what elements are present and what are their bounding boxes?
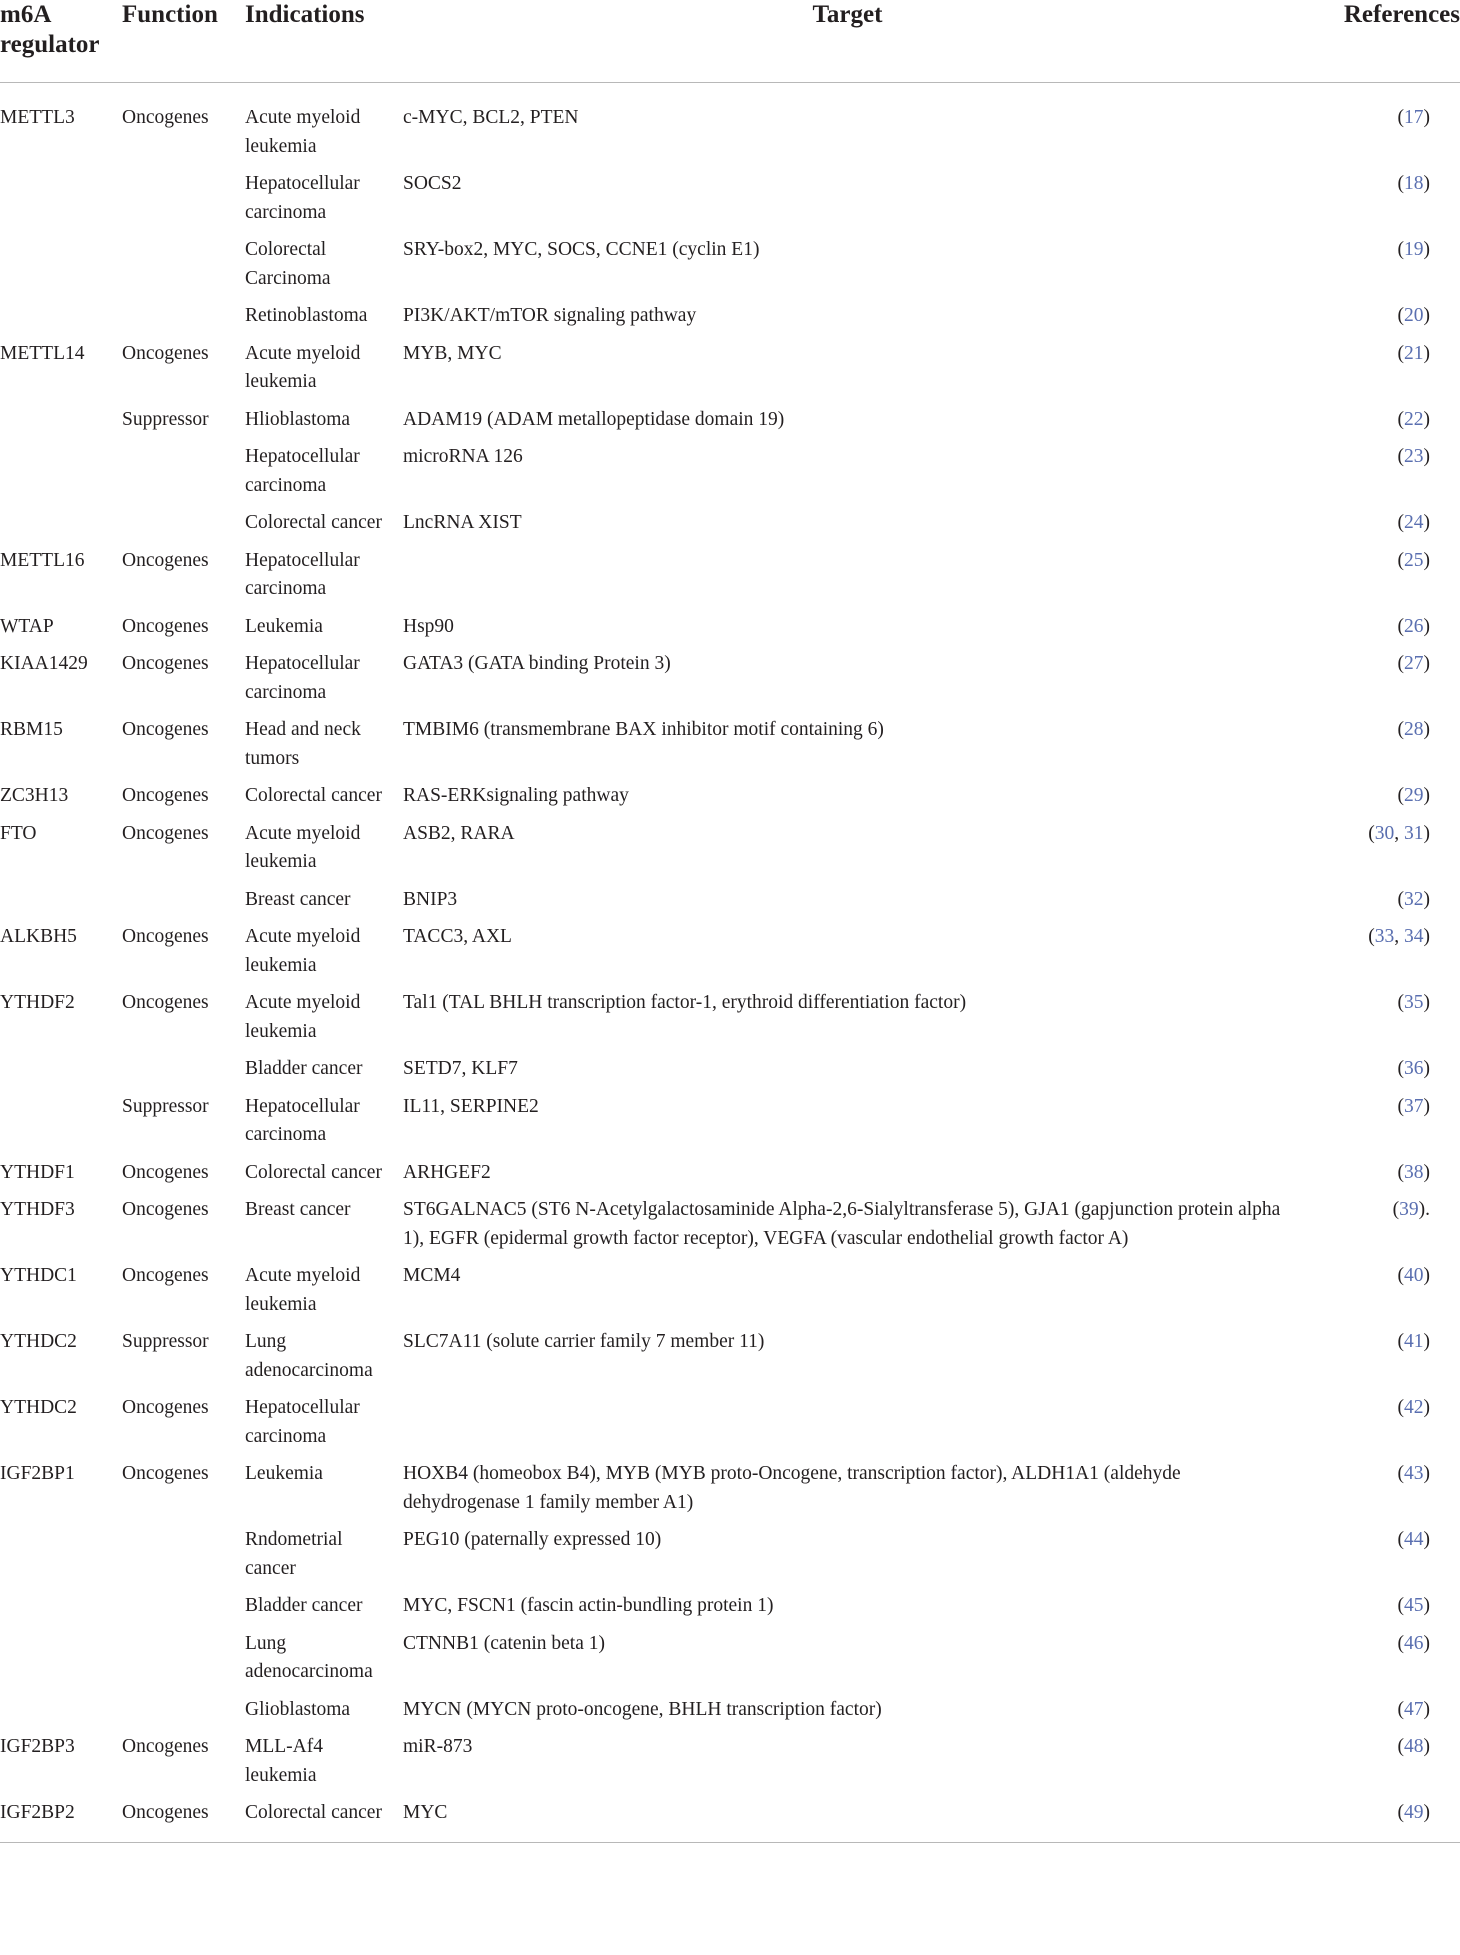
regulator-cell bbox=[0, 886, 122, 924]
reference-link[interactable]: 42 bbox=[1404, 1397, 1424, 1418]
reference-link[interactable]: 44 bbox=[1404, 1529, 1424, 1550]
regulator-cell: IGF2BP2 bbox=[0, 1799, 122, 1842]
table-row bbox=[0, 236, 1460, 302]
table-row bbox=[0, 1394, 1460, 1460]
table-row bbox=[0, 613, 1460, 651]
function-cell: Oncogenes bbox=[122, 785, 209, 806]
table-row bbox=[0, 1055, 1460, 1093]
function-cell: Oncogenes bbox=[122, 822, 209, 844]
indication-cell: Hlioblastoma bbox=[245, 408, 351, 430]
target-cell: ASB2, RARA bbox=[403, 822, 515, 844]
table-row bbox=[0, 1460, 1460, 1526]
table-row bbox=[0, 1526, 1460, 1592]
indication-cell: Hepatocellular carcinoma bbox=[245, 173, 360, 223]
target-cell: MYB, MYC bbox=[403, 342, 502, 364]
header-function: Function bbox=[122, 0, 245, 83]
target-cell: c-MYC, BCL2, PTEN bbox=[403, 107, 579, 128]
table-row bbox=[0, 1262, 1460, 1328]
regulator-cell: METTL16 bbox=[0, 549, 85, 571]
target-cell: PI3K/AKT/mTOR signaling pathway bbox=[403, 305, 697, 326]
indication-cell: Acute myeloid leukemia bbox=[245, 342, 361, 392]
indication-cell: Lung adenocarcinoma bbox=[245, 1331, 373, 1381]
table-row bbox=[0, 547, 1460, 613]
regulator-cell bbox=[0, 170, 122, 236]
target-cell: SOCS2 bbox=[403, 173, 462, 194]
references-cell: (29) bbox=[1397, 785, 1430, 806]
function-cell: Oncogenes bbox=[122, 615, 209, 637]
target-cell: PEG10 (paternally expressed 10) bbox=[403, 1529, 662, 1550]
table-row bbox=[0, 1592, 1460, 1630]
function-cell: Oncogenes bbox=[122, 107, 209, 128]
indication-cell: Leukemia bbox=[245, 1463, 323, 1484]
function-cell bbox=[122, 236, 245, 302]
indication-cell: Colorectal cancer bbox=[245, 512, 382, 533]
reference-link[interactable]: 34 bbox=[1404, 926, 1424, 947]
table-row bbox=[0, 443, 1460, 509]
function-cell bbox=[122, 886, 245, 924]
reference-link[interactable]: 47 bbox=[1404, 1698, 1424, 1720]
references-cell: (28) bbox=[1397, 719, 1430, 740]
reference-link[interactable]: 23 bbox=[1404, 446, 1424, 467]
regulator-cell: WTAP bbox=[0, 615, 54, 637]
indication-cell: Colorectal Carcinoma bbox=[245, 239, 331, 289]
function-cell bbox=[122, 302, 245, 340]
regulator-cell: ALKBH5 bbox=[0, 926, 77, 947]
indication-cell: Hepatocellular carcinoma bbox=[245, 653, 360, 703]
references-cell: (36) bbox=[1397, 1058, 1430, 1079]
table-row bbox=[0, 989, 1460, 1055]
regulator-cell: YTHDF2 bbox=[0, 992, 75, 1013]
function-cell bbox=[122, 1592, 245, 1630]
references-cell: (47) bbox=[1397, 1698, 1430, 1720]
indication-cell: Colorectal cancer bbox=[245, 785, 382, 806]
regulator-cell: ZC3H13 bbox=[0, 785, 69, 806]
reference-link[interactable]: 21 bbox=[1404, 342, 1424, 364]
table-row bbox=[0, 1093, 1460, 1159]
reference-link[interactable]: 36 bbox=[1404, 1058, 1424, 1079]
target-cell: RAS-ERKsignaling pathway bbox=[403, 785, 629, 806]
references-cell: (39). bbox=[1392, 1199, 1430, 1220]
indication-cell: Acute myeloid leukemia bbox=[245, 992, 361, 1042]
reference-link[interactable]: 39 bbox=[1399, 1199, 1419, 1220]
reference-link[interactable]: 32 bbox=[1404, 888, 1424, 910]
header-references: References bbox=[1292, 0, 1460, 83]
target-cell: Hsp90 bbox=[403, 615, 454, 637]
function-cell bbox=[122, 509, 245, 547]
table-row bbox=[0, 406, 1460, 444]
table-row bbox=[0, 1630, 1460, 1696]
references-cell: (48) bbox=[1397, 1736, 1430, 1757]
function-cell bbox=[122, 1630, 245, 1696]
table-row bbox=[0, 340, 1460, 406]
references-cell: (33, 34) bbox=[1368, 926, 1430, 947]
indication-cell: Breast cancer bbox=[245, 888, 351, 910]
references-cell: (46) bbox=[1397, 1632, 1430, 1654]
references-cell: (27) bbox=[1397, 653, 1430, 674]
reference-link[interactable]: 49 bbox=[1404, 1802, 1424, 1823]
reference-link[interactable]: 30 bbox=[1374, 822, 1395, 844]
table-row bbox=[0, 1196, 1460, 1262]
indication-cell: Acute myeloid leukemia bbox=[245, 822, 361, 872]
indication-cell: Hepatocellular carcinoma bbox=[245, 549, 360, 599]
regulator-cell: YTHDC2 bbox=[0, 1331, 77, 1352]
target-cell: CTNNB1 (catenin beta 1) bbox=[403, 1632, 605, 1654]
target-cell: ST6GALNAC5 (ST6 N-Acetylgalactosaminide Alpha-2,6-Sialyltransferase 5), GJA1 (gapjunction protein alpha 1), EGFR (epidermal growth factor receptor), VEGFA (vascular endothelial growth factor A) bbox=[403, 1199, 1281, 1249]
function-cell: Oncogenes bbox=[122, 342, 209, 364]
header-target: Target bbox=[403, 0, 1292, 83]
references-cell: (25) bbox=[1397, 549, 1430, 571]
references-cell: (23) bbox=[1397, 446, 1430, 467]
reference-link[interactable]: 45 bbox=[1404, 1595, 1424, 1616]
header-indications: Indications bbox=[245, 0, 403, 83]
function-cell: Oncogenes bbox=[122, 926, 209, 947]
references-cell: (20) bbox=[1397, 305, 1430, 326]
function-cell: Oncogenes bbox=[122, 1199, 209, 1220]
function-cell: Suppressor bbox=[122, 408, 209, 430]
function-cell: Oncogenes bbox=[122, 1463, 209, 1484]
function-cell: Oncogenes bbox=[122, 1736, 209, 1757]
table-row bbox=[0, 170, 1460, 236]
references-cell: (26) bbox=[1397, 615, 1430, 637]
references-cell: (43) bbox=[1397, 1463, 1430, 1484]
function-cell: Oncogenes bbox=[122, 719, 209, 740]
regulator-cell bbox=[0, 509, 122, 547]
header-regulator: m6A regulator bbox=[0, 0, 122, 83]
target-cell: ADAM19 (ADAM metallopeptidase domain 19) bbox=[403, 408, 785, 430]
target-cell: SLC7A11 (solute carrier family 7 member 11) bbox=[403, 1331, 765, 1352]
regulator-cell bbox=[0, 302, 122, 340]
regulator-cell bbox=[0, 1055, 122, 1093]
references-cell: (49) bbox=[1292, 1799, 1460, 1842]
indication-cell: Glioblastoma bbox=[245, 1698, 351, 1720]
function-cell bbox=[122, 1055, 245, 1093]
regulator-cell bbox=[0, 1526, 122, 1592]
target-cell: microRNA 126 bbox=[403, 446, 523, 467]
target-cell: ARHGEF2 bbox=[403, 1161, 491, 1183]
table-body bbox=[0, 83, 1460, 1843]
references-cell: (38) bbox=[1397, 1161, 1430, 1183]
reference-suffix: . bbox=[1425, 1199, 1430, 1220]
target-cell: HOXB4 (homeobox B4), MYB (MYB proto-Oncogene, transcription factor), ALDH1A1 (aldehyde dehydrogenase 1 family member A1) bbox=[403, 1463, 1181, 1513]
target-cell: GATA3 (GATA binding Protein 3) bbox=[403, 653, 671, 674]
target-cell: SRY-box2, MYC, SOCS, CCNE1 (cyclin E1) bbox=[403, 239, 760, 260]
table-row bbox=[0, 820, 1460, 886]
table-row bbox=[0, 716, 1460, 782]
function-cell: Suppressor bbox=[122, 1331, 209, 1352]
regulator-cell bbox=[0, 236, 122, 302]
table-row bbox=[0, 1696, 1460, 1734]
regulator-cell: KIAA1429 bbox=[0, 653, 88, 674]
reference-link[interactable]: 33 bbox=[1374, 926, 1395, 947]
reference-link[interactable]: 24 bbox=[1404, 512, 1424, 533]
table-row bbox=[0, 509, 1460, 547]
target-cell: TACC3, AXL bbox=[403, 926, 512, 947]
function-cell: Oncogenes bbox=[122, 1265, 209, 1286]
function-cell: Oncogenes bbox=[122, 1161, 209, 1183]
references-cell: (37) bbox=[1397, 1095, 1430, 1117]
regulator-cell: FTO bbox=[0, 822, 37, 844]
indication-cell: Colorectal cancer bbox=[245, 1161, 382, 1183]
table-row bbox=[0, 886, 1460, 924]
target-cell: IL11, SERPINE2 bbox=[403, 1095, 539, 1117]
indication-cell: Head and neck tumors bbox=[245, 719, 361, 769]
table-header bbox=[0, 0, 1460, 83]
function-cell: Oncogenes bbox=[122, 992, 209, 1013]
indication-cell: Acute myeloid leukemia bbox=[245, 926, 361, 976]
reference-link[interactable]: 40 bbox=[1404, 1265, 1424, 1286]
reference-link[interactable]: 20 bbox=[1404, 305, 1424, 326]
regulator-cell: RBM15 bbox=[0, 719, 63, 740]
references-cell: (45) bbox=[1397, 1595, 1430, 1616]
indication-cell: Colorectal cancer bbox=[245, 1799, 403, 1842]
reference-link[interactable]: 27 bbox=[1404, 653, 1424, 674]
regulator-cell: METTL3 bbox=[0, 107, 75, 128]
references-cell: (35) bbox=[1397, 992, 1430, 1013]
reference-link[interactable]: 48 bbox=[1404, 1736, 1424, 1757]
table-row bbox=[0, 83, 1460, 171]
target-cell: miR-873 bbox=[403, 1736, 473, 1757]
reference-link[interactable]: 29 bbox=[1404, 785, 1424, 806]
reference-link[interactable]: 26 bbox=[1404, 615, 1424, 637]
indication-cell: Retinoblastoma bbox=[245, 305, 368, 326]
function-cell: Oncogenes bbox=[122, 653, 209, 674]
references-cell: (44) bbox=[1397, 1529, 1430, 1550]
function-cell: Oncogenes bbox=[122, 549, 209, 571]
reference-link[interactable]: 46 bbox=[1404, 1632, 1424, 1654]
target-cell bbox=[403, 547, 1292, 613]
reference-link[interactable]: 41 bbox=[1404, 1331, 1424, 1352]
function-cell bbox=[122, 170, 245, 236]
regulator-cell bbox=[0, 406, 122, 444]
references-cell: (30, 31) bbox=[1368, 822, 1430, 844]
reference-link[interactable]: 18 bbox=[1404, 173, 1424, 194]
function-cell bbox=[122, 443, 245, 509]
indication-cell: Acute myeloid leukemia bbox=[245, 107, 361, 157]
regulator-cell: METTL14 bbox=[0, 342, 85, 364]
regulator-cell: IGF2BP3 bbox=[0, 1736, 75, 1757]
regulator-cell bbox=[0, 443, 122, 509]
reference-link[interactable]: 25 bbox=[1404, 549, 1424, 571]
indication-cell: Hepatocellular carcinoma bbox=[245, 1095, 360, 1145]
reference-link[interactable]: 38 bbox=[1404, 1161, 1424, 1183]
references-cell: (41) bbox=[1397, 1331, 1430, 1352]
table-row bbox=[0, 1799, 1460, 1842]
regulator-cell: YTHDF3 bbox=[0, 1199, 75, 1220]
references-cell: (21) bbox=[1397, 342, 1430, 364]
references-cell: (17) bbox=[1397, 107, 1430, 128]
table-row bbox=[0, 1159, 1460, 1197]
regulator-cell bbox=[0, 1696, 122, 1734]
target-cell: MYC bbox=[403, 1799, 1292, 1842]
target-cell: TMBIM6 (transmembrane BAX inhibitor motif containing 6) bbox=[403, 719, 884, 740]
function-cell: Suppressor bbox=[122, 1095, 209, 1117]
indication-cell: Lung adenocarcinoma bbox=[245, 1632, 373, 1682]
regulator-cell bbox=[0, 1093, 122, 1159]
regulator-cell: YTHDC1 bbox=[0, 1265, 77, 1286]
regulator-cell: YTHDC2 bbox=[0, 1397, 77, 1418]
indication-cell: Hepatocellular carcinoma bbox=[245, 446, 360, 496]
target-cell: MCM4 bbox=[403, 1265, 461, 1286]
reference-link[interactable]: 43 bbox=[1404, 1463, 1424, 1484]
references-cell: (22) bbox=[1397, 408, 1430, 430]
reference-link[interactable]: 31 bbox=[1404, 822, 1424, 844]
reference-link[interactable]: 17 bbox=[1404, 107, 1424, 128]
function-cell bbox=[122, 1526, 245, 1592]
table-row bbox=[0, 302, 1460, 340]
references-cell: (24) bbox=[1397, 512, 1430, 533]
header-row bbox=[0, 0, 1460, 83]
target-cell: MYCN (MYCN proto-oncogene, BHLH transcription factor) bbox=[403, 1698, 882, 1720]
reference-link[interactable]: 28 bbox=[1404, 719, 1424, 740]
references-cell: (32) bbox=[1397, 888, 1430, 910]
reference-link[interactable]: 19 bbox=[1404, 239, 1424, 260]
function-cell bbox=[122, 1696, 245, 1734]
table-row bbox=[0, 650, 1460, 716]
indication-cell: Hepatocellular carcinoma bbox=[245, 1397, 360, 1447]
reference-link[interactable]: 35 bbox=[1404, 992, 1424, 1013]
regulator-cell bbox=[0, 1630, 122, 1696]
reference-link[interactable]: 37 bbox=[1404, 1095, 1424, 1117]
table-row bbox=[0, 923, 1460, 989]
indication-cell: Rndometrial cancer bbox=[245, 1529, 343, 1579]
indication-cell: Bladder cancer bbox=[245, 1595, 363, 1616]
indication-cell: Breast cancer bbox=[245, 1199, 351, 1220]
table-row bbox=[0, 1328, 1460, 1394]
target-cell: SETD7, KLF7 bbox=[403, 1058, 518, 1079]
table-row bbox=[0, 1733, 1460, 1799]
indication-cell: Acute myeloid leukemia bbox=[245, 1265, 361, 1315]
target-cell: LncRNA XIST bbox=[403, 512, 522, 533]
regulator-cell: IGF2BP1 bbox=[0, 1463, 75, 1484]
target-cell: BNIP3 bbox=[403, 888, 458, 910]
indication-cell: MLL-Af4 leukemia bbox=[245, 1736, 323, 1786]
references-cell: (18) bbox=[1397, 173, 1430, 194]
function-cell: Oncogenes bbox=[122, 1799, 245, 1842]
target-cell bbox=[403, 1394, 1292, 1460]
references-cell: (40) bbox=[1397, 1265, 1430, 1286]
indication-cell: Leukemia bbox=[245, 615, 323, 637]
target-cell: MYC, FSCN1 (fascin actin-bundling protein 1) bbox=[403, 1595, 774, 1616]
target-cell: Tal1 (TAL BHLH transcription factor-1, erythroid differentiation factor) bbox=[403, 992, 967, 1013]
regulator-cell bbox=[0, 1592, 122, 1630]
indication-cell: Bladder cancer bbox=[245, 1058, 363, 1079]
references-cell: (19) bbox=[1397, 239, 1430, 260]
references-cell: (42) bbox=[1397, 1397, 1430, 1418]
reference-link[interactable]: 22 bbox=[1404, 408, 1424, 430]
table-row bbox=[0, 782, 1460, 820]
regulator-cell: YTHDF1 bbox=[0, 1161, 75, 1183]
function-cell: Oncogenes bbox=[122, 1397, 209, 1418]
